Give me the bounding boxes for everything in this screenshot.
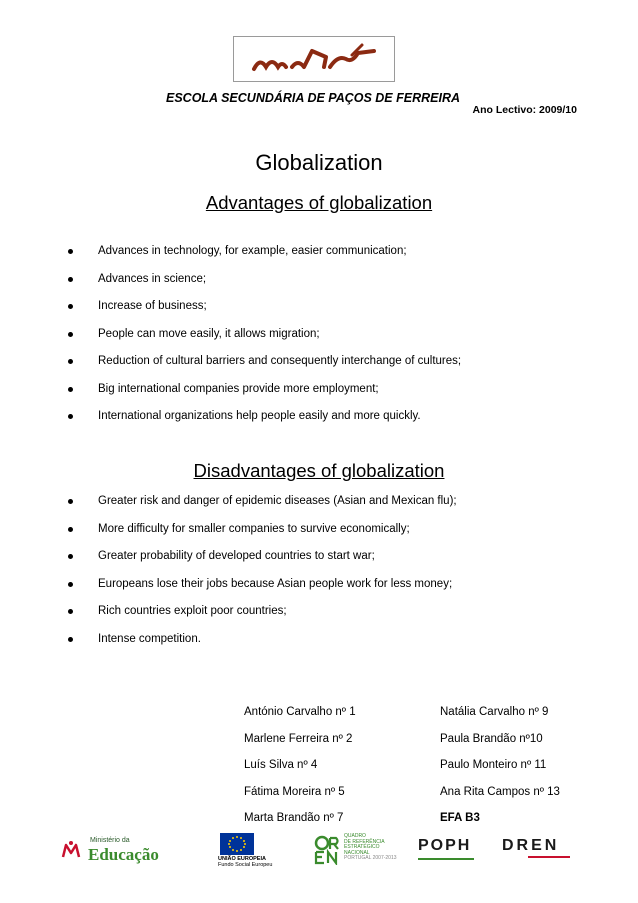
qren-line1: QUADRO	[344, 833, 366, 839]
eu-logo	[218, 833, 288, 869]
bullet-icon	[68, 249, 73, 254]
ministry-emblem-icon	[60, 839, 82, 861]
advantages-list	[0, 244, 461, 437]
disadvantages-heading: Disadvantages of globalization	[193, 460, 445, 481]
list-item-text: Intense competition.	[98, 632, 201, 645]
list-item-text: Increase of business;	[98, 300, 207, 312]
advantages-heading: Advantages of globalization	[205, 192, 433, 213]
list-item	[0, 299, 461, 327]
bullet-icon	[68, 277, 73, 282]
author-name: Marlene Ferreira nº 2	[244, 732, 353, 745]
list-item-text: Big international companies provide more employment;	[98, 382, 379, 395]
qren-line4: NACIONAL	[344, 849, 370, 856]
ministry-line1: Ministério	[90, 837, 120, 844]
list-item	[0, 409, 461, 437]
author-name: Paulo Monteiro nº 11	[440, 759, 547, 771]
list-item	[0, 272, 461, 300]
list-item-text: International organizations help people easily and more quickly.	[98, 410, 421, 422]
list-item	[0, 382, 461, 410]
disadvantages-list	[0, 494, 457, 659]
list-item-text: Rich countries exploit poor countries;	[98, 605, 287, 617]
qren-line5: PORTUGAL 2007-2013	[344, 855, 397, 862]
ministry-education-logo	[60, 837, 160, 867]
author-name: Ana Rita Campos nº 13	[440, 785, 560, 798]
qren-line2: DE REFERÊNCIA	[344, 838, 385, 845]
bullet-icon	[68, 527, 73, 532]
authors-right-column	[440, 705, 560, 838]
poph-logo	[418, 837, 476, 865]
qren-line3: ESTRATÉGICO	[344, 844, 380, 851]
author-name: Natália Carvalho nº 9	[440, 706, 549, 718]
list-item-text: Greater risk and danger of epidemic diseases (Asian and Mexican flu);	[98, 495, 457, 507]
bullet-icon	[68, 554, 73, 559]
list-item-text: Europeans lose their jobs because Asian people work for less money;	[98, 577, 453, 590]
bullet-icon	[68, 387, 73, 392]
list-item-text: Advances in technology, for example, easier communication;	[98, 245, 407, 257]
ministry-line2: da	[121, 837, 130, 844]
list-item-text: People can move easily, it allows migration;	[98, 327, 320, 340]
poph-text: POPH	[418, 837, 472, 854]
eu-line1: UNIÃO EUROPEIA	[218, 856, 266, 862]
ministry-word: Educação	[88, 845, 159, 864]
list-item	[0, 522, 457, 550]
list-item	[0, 354, 461, 382]
list-item	[0, 244, 461, 272]
qren-logo	[314, 833, 397, 869]
bullet-icon	[68, 582, 73, 587]
dren-logo	[502, 837, 572, 865]
school-name: ESCOLA SECUNDÁRIA DE PAÇOS DE FERREIRA	[166, 91, 461, 105]
list-item	[0, 327, 461, 355]
school-logo-mark	[234, 37, 394, 81]
list-item-text: Reduction of cultural barriers and consequently interchange of cultures;	[98, 355, 462, 367]
author-name: Paula Brandão nº10	[440, 732, 543, 745]
bullet-icon	[68, 637, 73, 642]
list-item	[0, 549, 457, 577]
list-item	[0, 604, 457, 632]
bullet-icon	[68, 332, 73, 337]
school-year: Ano Lectivo: 2009/10	[472, 104, 577, 116]
list-item-text: More difficulty for smaller companies to survive economically;	[98, 522, 410, 535]
dren-text: DREN	[502, 837, 560, 854]
bullet-icon	[68, 499, 73, 504]
dren-accent	[528, 856, 570, 858]
class-label: EFA B3	[440, 812, 480, 824]
poph-underline	[418, 858, 474, 860]
list-item-text: Greater probability of developed countries to start war;	[98, 550, 375, 562]
school-logo	[233, 36, 395, 82]
authors-left-column	[244, 705, 356, 838]
list-item	[0, 577, 457, 605]
bullet-icon	[68, 304, 73, 309]
bullet-icon	[68, 609, 73, 614]
author-name: Luís Silva nº 4	[244, 759, 318, 771]
bullet-icon	[68, 414, 73, 419]
qren-mark-icon	[314, 835, 340, 865]
eu-flag-icon	[220, 833, 254, 855]
author-name: António Carvalho nº 1	[244, 706, 356, 718]
list-item-text: Advances in science;	[98, 272, 207, 285]
footer-logos	[0, 833, 638, 873]
list-item	[0, 632, 457, 660]
eu-line2: Fundo Social Europeu	[218, 862, 273, 868]
bullet-icon	[68, 359, 73, 364]
list-item	[0, 494, 457, 522]
author-name: Marta Brandão nº 7	[244, 812, 344, 824]
author-name: Fátima Moreira nº 5	[244, 785, 345, 798]
document-title: Globalization	[255, 150, 383, 175]
